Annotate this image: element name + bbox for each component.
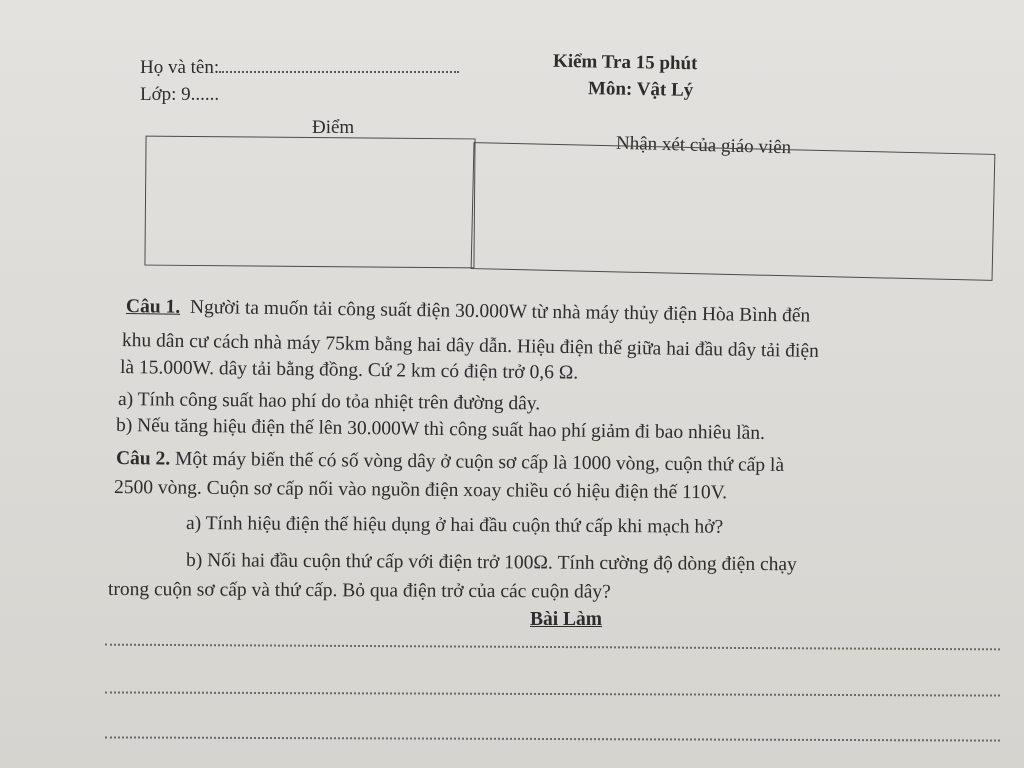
question1-part-b: b) Nếu tăng hiệu điện thế lên 30.000W thì công suất hao phí giảm đi bao nhiêu lần. [115, 415, 766, 444]
name-label: Họ và tên: [140, 57, 220, 78]
comment-label: Nhận xét của giáo viên [615, 132, 792, 159]
subject-label: Môn: Vật Lý [587, 78, 694, 101]
question1-line1 [126, 296, 811, 328]
question1-text1: Người ta muốn tải công suất điện 30.000W từ nhà máy thủy điện Hòa Bình đến [189, 296, 811, 327]
class-label: Lớp: 9...... [140, 84, 220, 105]
question2-text1: Một máy biến thế có số vòng dây ở cuộn sơ cấp là 1000 vòng, cuộn thứ cấp là [174, 448, 785, 476]
question1-title: Câu 1. [125, 296, 181, 318]
answer-line-2[interactable] [105, 691, 1000, 696]
question2-line2: 2500 vòng. Cuộn sơ cấp nối vào nguồn điện xoay chiều có hiệu điện thế 110V. [113, 477, 728, 504]
question2-line1 [116, 448, 784, 477]
question1-line2: khu dân cư cách nhà máy 75km bằng hai dây dẫn. Hiệu điện thế giữa hai đầu dây tải điện [121, 330, 820, 362]
question2-part-a: a) Tính hiệu điện thế hiệu dụng ở hai đầu cuộn thứ cấp khi mạch hở? [185, 513, 724, 538]
score-box[interactable] [144, 136, 475, 269]
answer-title: Bài Làm [530, 609, 603, 630]
question1-part-a: a) Tính công suất hao phí do tỏa nhiệt trên đường dây. [117, 389, 541, 415]
answer-line-3[interactable] [105, 736, 1000, 741]
question2-part-b1: b) Nối hai đầu cuộn thứ cấp với điện trở 100Ω. Tính cường độ dòng điện chạy [185, 550, 797, 576]
comment-box[interactable] [471, 142, 996, 281]
question1-line3: là 15.000W. dây tải bằng đồng. Cứ 2 km có điện trở 0,6 Ω. [119, 357, 579, 384]
name-fill-line[interactable] [219, 59, 459, 73]
question2-part-b2: trong cuộn sơ cấp và thứ cấp. Bỏ qua điện trở của các cuộn dây? [107, 579, 611, 603]
answer-line-1[interactable] [105, 644, 1000, 651]
test-title: Kiểm Tra 15 phút [552, 50, 698, 75]
score-label: Điểm [312, 117, 355, 138]
name-label-row [140, 57, 459, 79]
question2-title: Câu 2. [115, 448, 171, 470]
